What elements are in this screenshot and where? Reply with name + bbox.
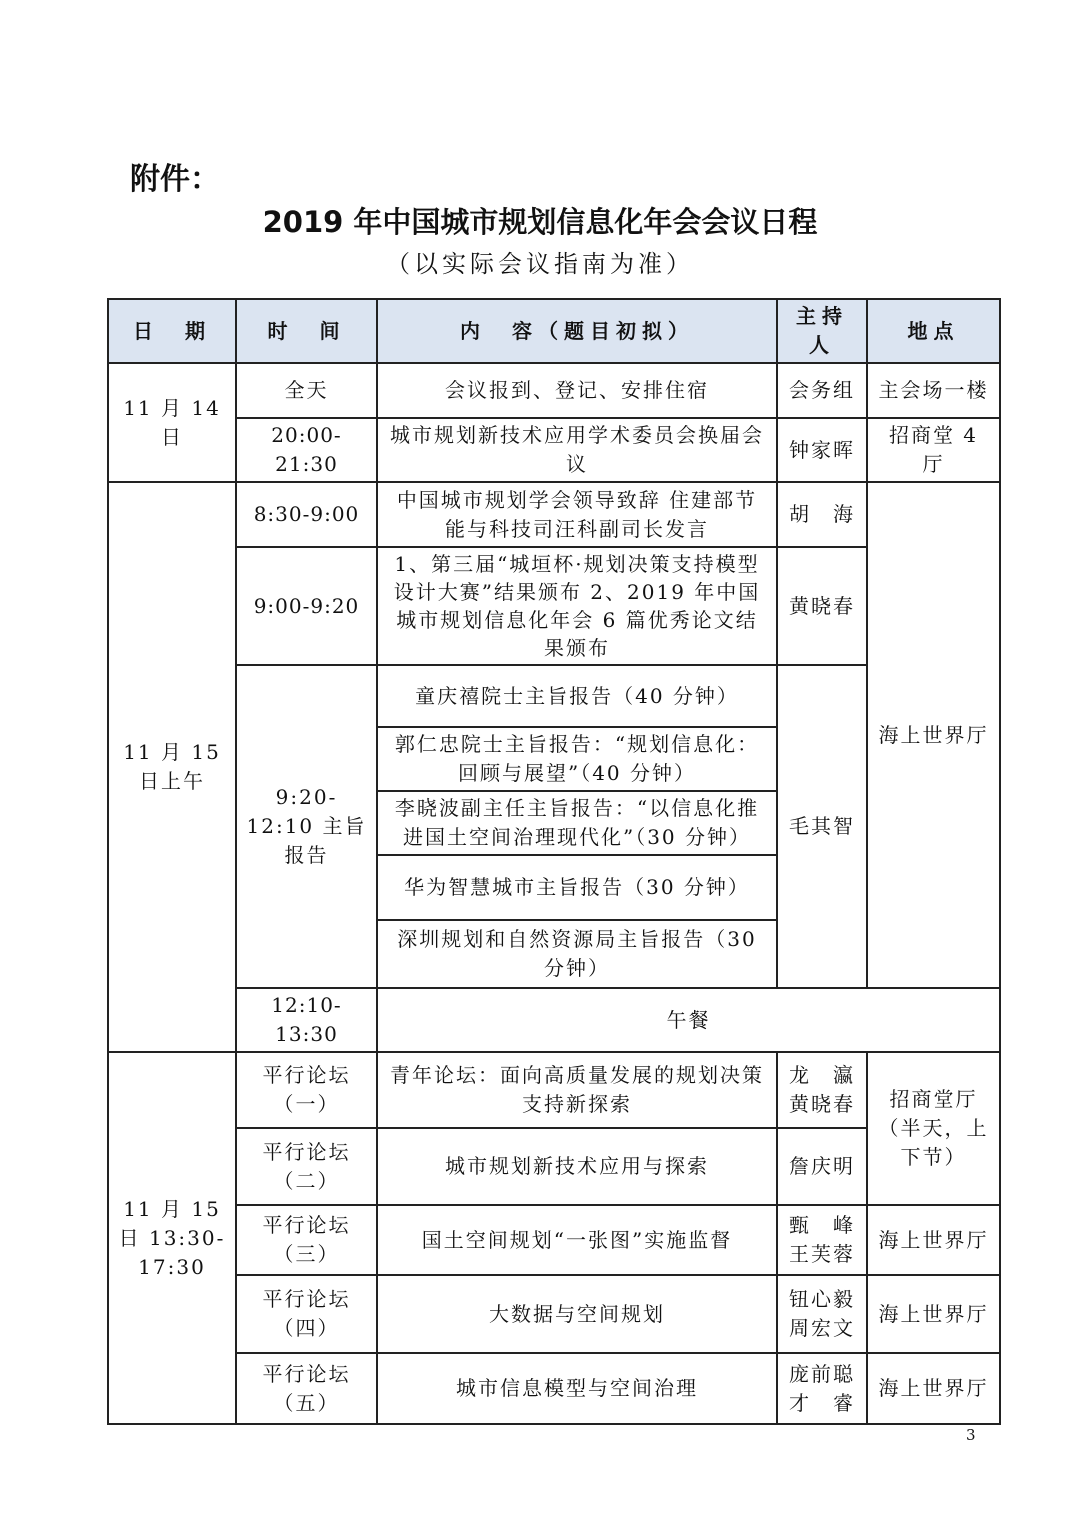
table-row — [108, 482, 1000, 547]
table-row — [108, 1128, 1000, 1205]
table-row — [108, 418, 1000, 482]
host-cell: 龙 瀛 黄晓春 — [777, 1052, 867, 1128]
venue-cell: 主会场一楼 — [867, 363, 1000, 418]
venue-cell: 海上世界厅 — [867, 1275, 1000, 1353]
content-cell: 城市规划新技术应用与探索 — [377, 1128, 777, 1205]
time-cell: 平行论坛（二） — [236, 1128, 377, 1205]
table-row — [108, 363, 1000, 418]
table-row — [108, 988, 1000, 1052]
time-cell: 20:00-21:30 — [236, 418, 377, 482]
time-cell: 平行论坛（五） — [236, 1353, 377, 1424]
page-subtitle: （以实际会议指南为准） — [386, 250, 694, 278]
header-venue: 地点 — [867, 299, 1000, 363]
table-row — [108, 1205, 1000, 1275]
content-cell: 大数据与空间规划 — [377, 1275, 777, 1353]
host-cell: 庞前聪 才 睿 — [777, 1353, 867, 1424]
content-cell: 1、第三届“城垣杯·规划决策支持模型设计大赛”结果颁布 2、2019 年中国城市规划信息化年会 6 篇优秀论文结果颁布 — [377, 547, 777, 665]
venue-cell: 招商堂 4 厅 — [867, 418, 1000, 482]
host-cell: 钮心毅 周宏文 — [777, 1275, 867, 1353]
time-cell: 9:00-9:20 — [236, 547, 377, 665]
table-row — [108, 1275, 1000, 1353]
venue-cell: 海上世界厅 — [867, 1353, 1000, 1424]
content-cell: 华为智慧城市主旨报告（30 分钟） — [377, 855, 777, 920]
host-cell: 詹庆明 — [777, 1128, 867, 1205]
header-time: 时 间 — [236, 299, 377, 363]
table-row — [108, 1052, 1000, 1128]
header-content: 内 容（题目初拟） — [377, 299, 777, 363]
host-cell: 毛其智 — [777, 665, 867, 988]
page-number: 3 — [966, 1426, 976, 1444]
date-cell: 11 月 14 日 — [108, 363, 236, 482]
content-cell: 城市信息模型与空间治理 — [377, 1353, 777, 1424]
content-cell: 深圳规划和自然资源局主旨报告（30 分钟） — [377, 920, 777, 988]
host-cell: 黄晓春 — [777, 547, 867, 665]
time-cell: 平行论坛（四） — [236, 1275, 377, 1353]
venue-cell: 招商堂厅（半天，上下节） — [867, 1052, 1000, 1205]
table-row — [108, 665, 1000, 727]
time-cell: 12:10-13:30 — [236, 988, 377, 1052]
attachment-label: 附件： — [130, 162, 220, 197]
venue-cell: 海上世界厅 — [867, 1205, 1000, 1275]
host-cell: 会务组 — [777, 363, 867, 418]
header-date: 日 期 — [108, 299, 236, 363]
header-host: 主持人 — [777, 299, 867, 363]
venue-cell: 海上世界厅 — [867, 482, 1000, 988]
content-cell: 青年论坛：面向高质量发展的规划决策支持新探索 — [377, 1052, 777, 1128]
content-cell: 会议报到、登记、安排住宿 — [377, 363, 777, 418]
content-cell: 李晓波副主任主旨报告：“以信息化推进国土空间治理现代化”（30 分钟） — [377, 791, 777, 855]
date-cell: 11 月 15 日 13:30-17:30 — [108, 1052, 236, 1424]
header-row — [108, 299, 1000, 363]
time-cell: 8:30-9:00 — [236, 482, 377, 547]
page-title: 2019 年中国城市规划信息化年会会议日程 — [262, 205, 818, 239]
time-cell: 平行论坛（一） — [236, 1052, 377, 1128]
host-cell: 甄 峰 王芙蓉 — [777, 1205, 867, 1275]
table-row — [108, 547, 1000, 665]
content-cell: 国土空间规划“一张图”实施监督 — [377, 1205, 777, 1275]
table-row — [108, 1353, 1000, 1424]
time-cell: 平行论坛（三） — [236, 1205, 377, 1275]
host-cell: 钟家晖 — [777, 418, 867, 482]
schedule-table — [107, 298, 1001, 1425]
content-cell: 午餐 — [377, 988, 1000, 1052]
content-cell: 中国城市规划学会领导致辞 住建部节能与科技司汪科副司长发言 — [377, 482, 777, 547]
time-cell: 全天 — [236, 363, 377, 418]
time-cell: 9:20-12:10 主旨报告 — [236, 665, 377, 988]
date-cell: 11 月 15 日上午 — [108, 482, 236, 1052]
content-cell: 童庆禧院士主旨报告（40 分钟） — [377, 665, 777, 727]
content-cell: 郭仁忠院士主旨报告：“规划信息化：回顾与展望”（40 分钟） — [377, 727, 777, 791]
host-cell: 胡 海 — [777, 482, 867, 547]
content-cell: 城市规划新技术应用学术委员会换届会议 — [377, 418, 777, 482]
